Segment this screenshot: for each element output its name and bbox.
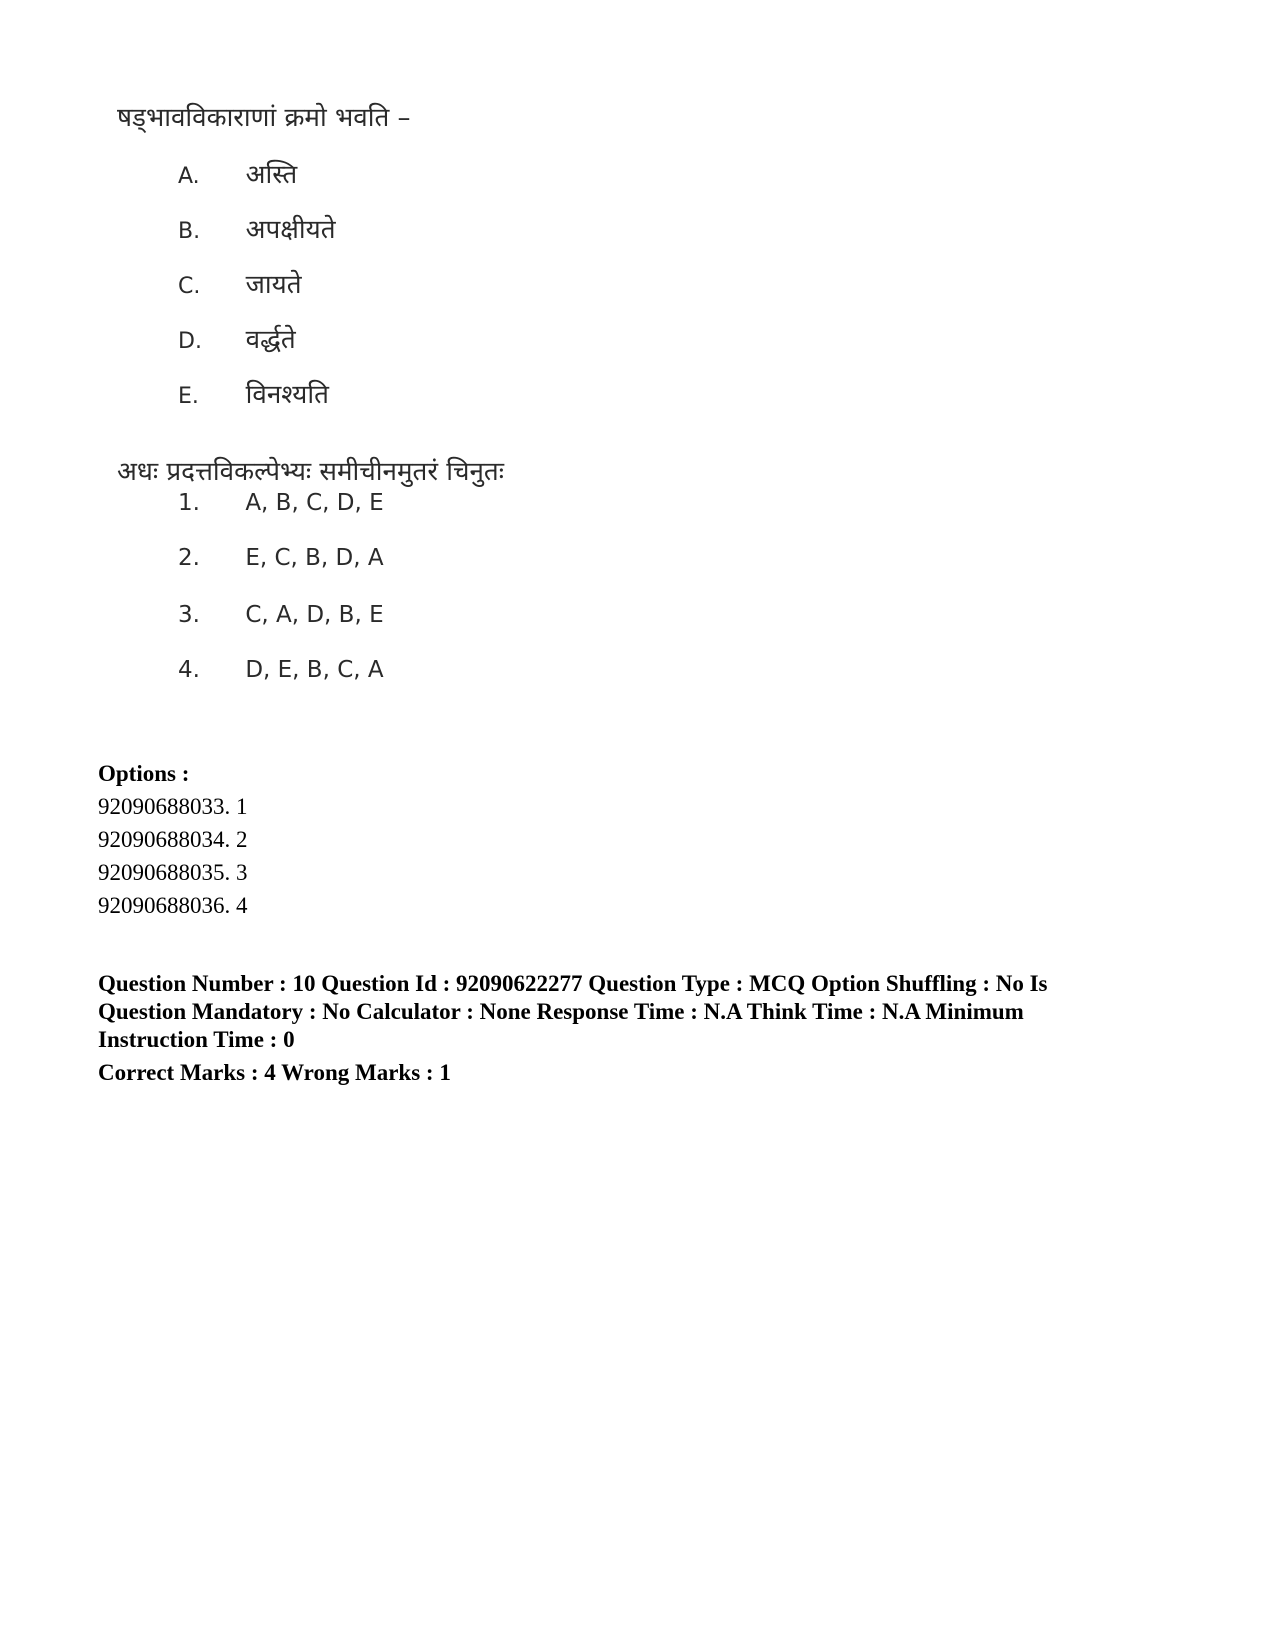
item-key: A. <box>178 164 200 189</box>
choice-text: D, E, B, C, A <box>245 657 384 683</box>
item-key: B. <box>178 219 201 244</box>
list-item <box>178 320 296 356</box>
choice-text: C, A, D, B, E <box>245 602 384 628</box>
option-id-line: 92090688036. 4 <box>98 893 248 918</box>
list-item <box>178 210 336 246</box>
item-text: विनश्यति <box>245 380 329 410</box>
choice-text: A, B, C, D, E <box>245 490 384 516</box>
choice-key: 3. <box>178 602 200 628</box>
options-heading: Options : <box>98 761 190 786</box>
choice-item <box>178 657 384 683</box>
choice-key: 2. <box>178 545 200 571</box>
list-item <box>178 375 329 411</box>
list-item <box>178 155 297 191</box>
question-stem: षड्भावविकाराणां क्रमो भवति – <box>117 103 411 133</box>
question-instruction: अधः प्रदत्तविकल्पेभ्यः समीचीनमुतरं चिनुतः <box>117 457 504 487</box>
option-id-line: 92090688033. 1 <box>98 794 248 819</box>
item-text: जायते <box>245 270 302 300</box>
item-text: अपक्षीयते <box>245 215 336 245</box>
question-meta: Question Number : 10 Question Id : 92090622277 Question Type : MCQ Option Shuffling : No Is Question Mandatory : No Calculator : None Response Time : N.A Think Time : N.A Minimum Instruction Time : 0 <box>98 971 1048 1052</box>
item-key: C. <box>178 274 201 299</box>
item-key: E. <box>178 384 199 409</box>
item-key: D. <box>178 329 202 354</box>
choice-text: E, C, B, D, A <box>245 545 384 571</box>
option-id-line: 92090688035. 3 <box>98 860 248 885</box>
choice-key: 4. <box>178 657 200 683</box>
choice-item <box>178 490 384 516</box>
item-text: वर्द्धते <box>245 325 296 355</box>
choice-key: 1. <box>178 490 200 516</box>
item-text: अस्ति <box>245 160 298 190</box>
question-image <box>0 0 1275 720</box>
choice-item <box>178 602 384 628</box>
option-id-line: 92090688034. 2 <box>98 827 248 852</box>
marks-line: Correct Marks : 4 Wrong Marks : 1 <box>98 1060 451 1085</box>
list-item <box>178 265 302 301</box>
choice-item <box>178 545 384 571</box>
